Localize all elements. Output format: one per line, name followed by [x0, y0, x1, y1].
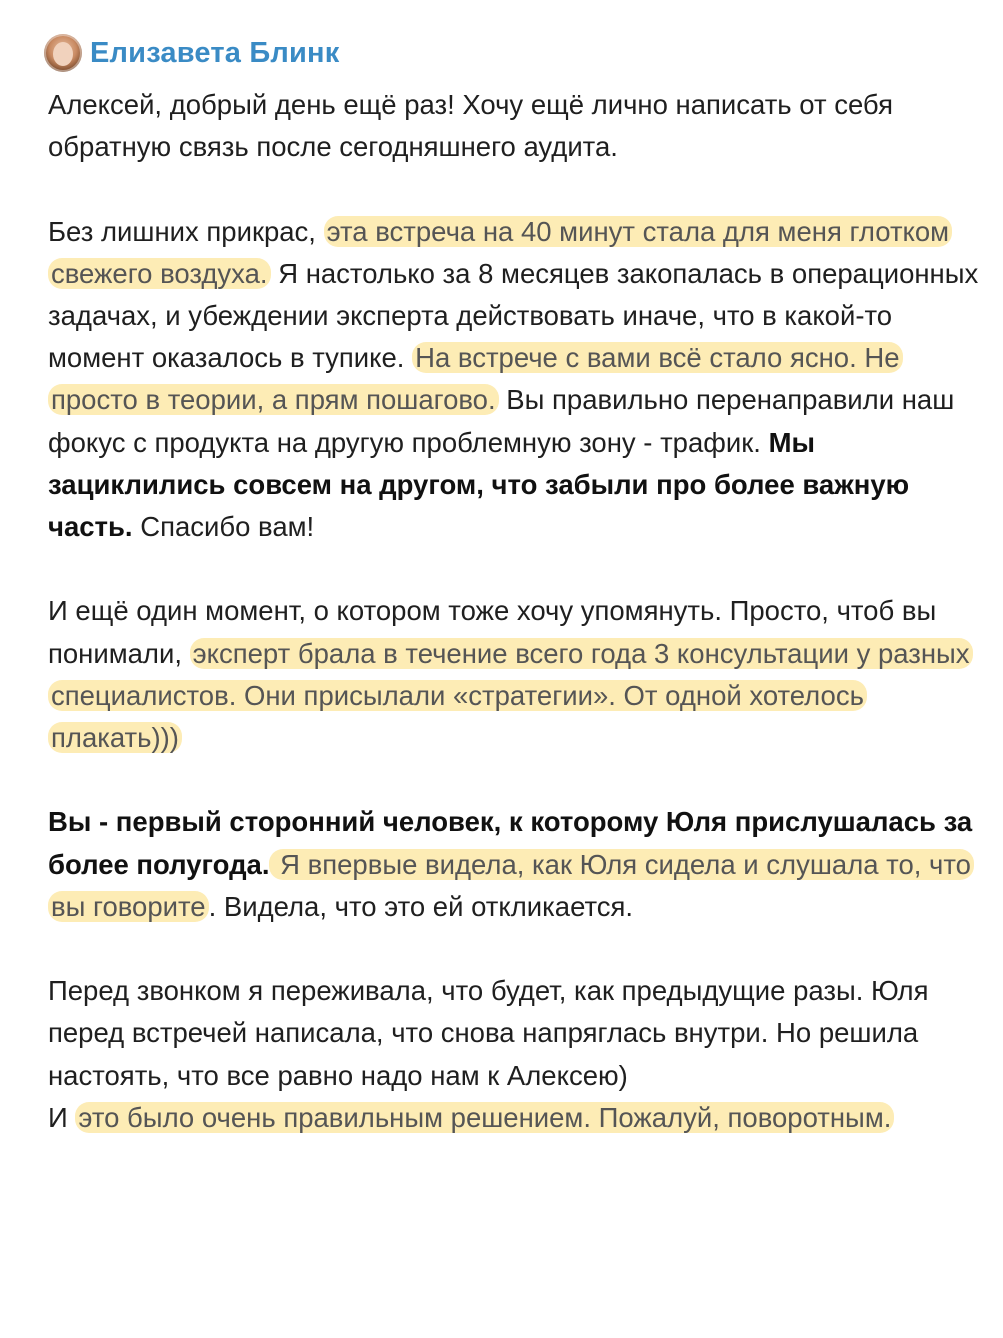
paragraph-1: Алексей, добрый день ещё раз! Хочу ещё лично написать от себя обратную связь после сегодняшнего аудита. [48, 89, 893, 163]
avatar[interactable] [44, 34, 82, 72]
highlighted-text: Я впервые видела, как Юля сидела и слушала то, что вы говорите [48, 849, 974, 922]
paragraph-4 [48, 801, 983, 928]
message-text [48, 84, 983, 1139]
text-segment: Без лишних прикрас, [48, 215, 324, 247]
text-segment: Вы правильно перенаправили наш фокус с продукта на другую проблемную зону - трафик. [48, 384, 955, 458]
bold-text: Вы - первый сторонний человек, к которому Юля прислушалась за более полугода. [48, 806, 973, 880]
text-segment: Я настолько за 8 месяцев закопалась в операционных задачах, и убеждении эксперта действовать иначе, что в какой-то момент оказалось в тупике. [48, 257, 979, 374]
paragraph-2 [48, 211, 983, 549]
paragraph-5: Перед звонком я переживала, что будет, как предыдущие разы. Юля перед встречей написала, что снова напряглась внутри. Но решила настоять, что все равно надо нам к Алексею) [48, 975, 929, 1091]
author-name[interactable]: Елизавета Блинк [90, 36, 340, 69]
text-segment: Спасибо вам! [132, 511, 315, 543]
text-segment: И ещё один момент, о котором тоже хочу упомянуть. Просто, чтоб вы понимали, [48, 595, 937, 669]
bold-text: Мы зациклились совсем на другом, что забыли про более важную часть. [48, 426, 910, 543]
paragraph-3 [48, 590, 983, 759]
text-segment: . Видела, что это ей откликается. [208, 890, 634, 922]
text-segment: И [48, 1101, 76, 1133]
paragraph-6 [48, 1097, 983, 1139]
highlighted-text: эта встреча на 40 минут стала для меня глотком свежего воздуха. [48, 216, 952, 289]
highlighted-text: эксперт брала в течение всего года 3 консультации у разных специалистов. Они присылали «стратегии». От одной хотелось плакать))) [48, 638, 973, 753]
message-header [44, 34, 339, 72]
highlighted-text: это было очень правильным решением. Пожалуй, поворотным. [75, 1102, 894, 1133]
message-bubble [28, 22, 988, 1322]
highlighted-text: На встрече с вами всё стало ясно. Не просто в теории, а прям пошагово. [48, 342, 903, 415]
